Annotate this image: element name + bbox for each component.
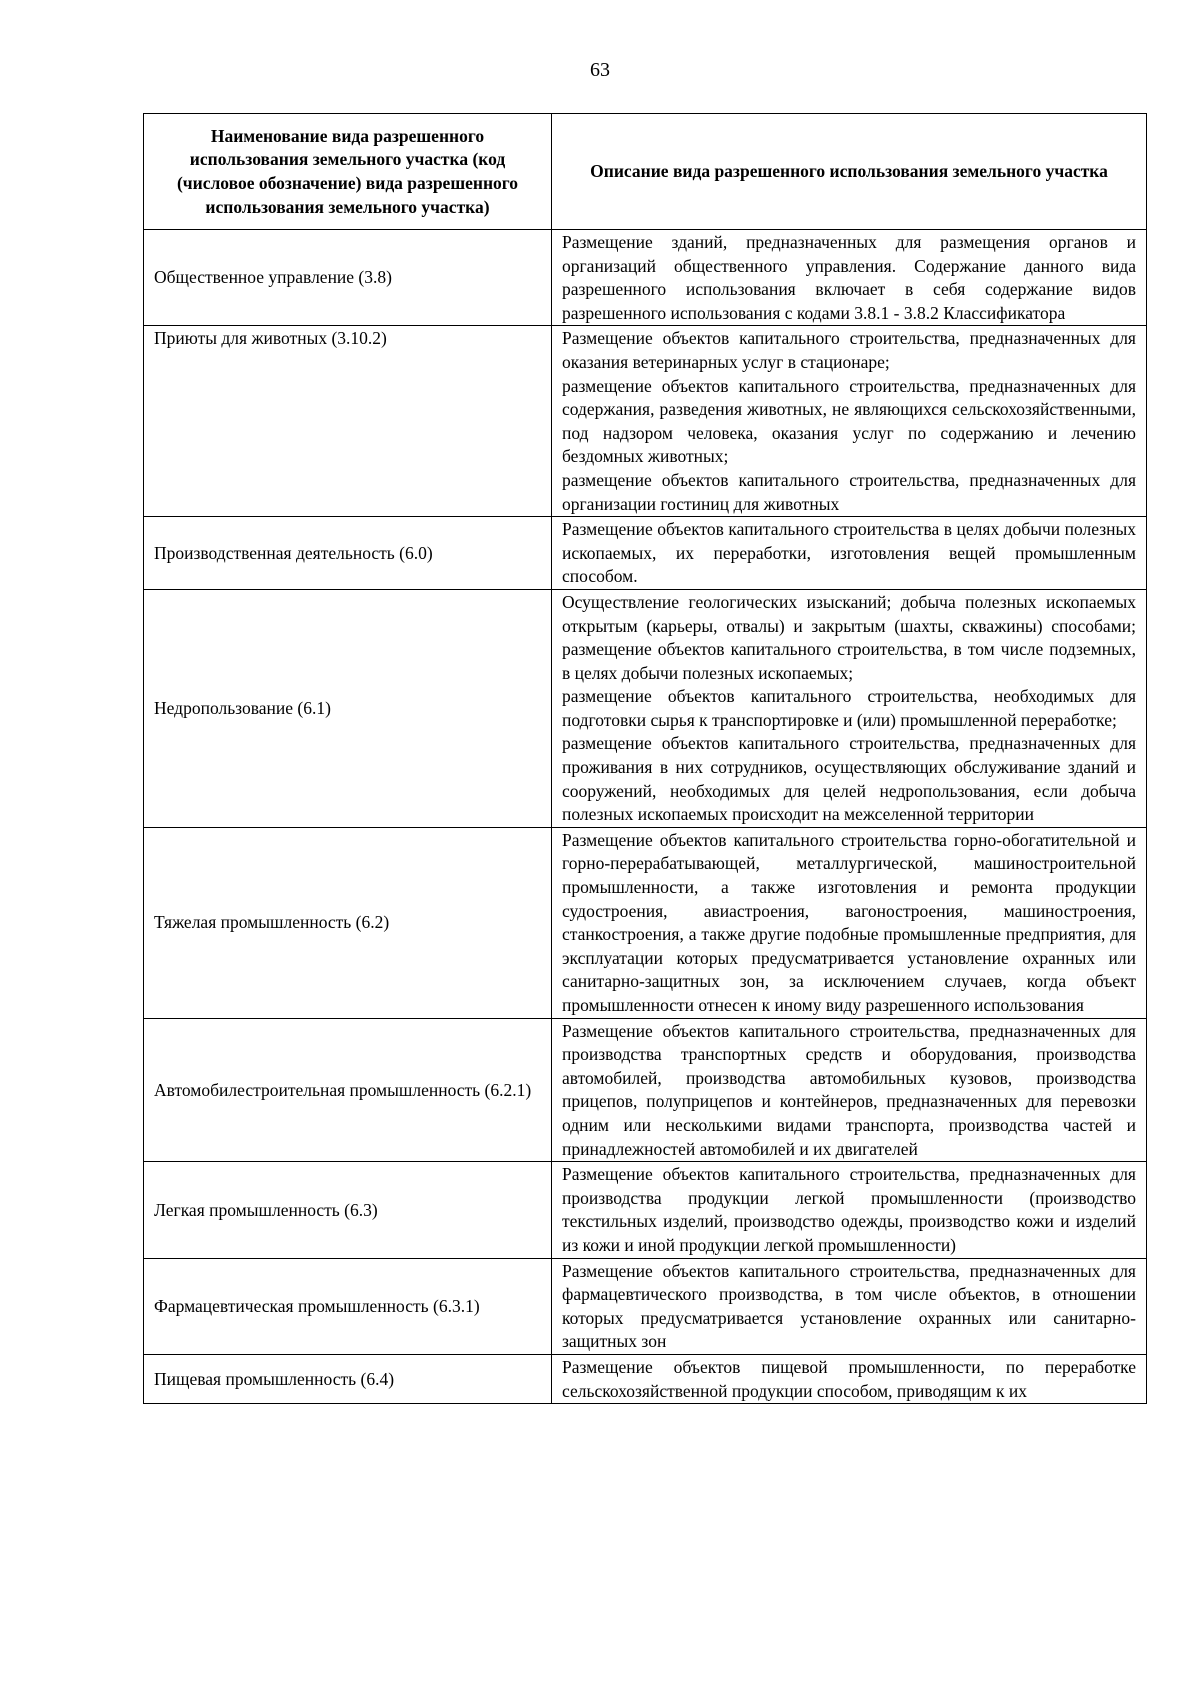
- description-paragraph: Размещение зданий, предназначенных для размещения органов и организаций общественного управления. Содержание данного вида разрешенного использования включает в себя содержание видов разрешенного использования с кодами 3.8.1 - 3.8.2 Классификатора: [562, 232, 1136, 323]
- table-row: [144, 326, 1147, 517]
- row-name: Недропользование (6.1): [144, 589, 552, 827]
- row-description: [552, 1018, 1147, 1162]
- description-paragraph: Размещение объектов пищевой промышленности, по переработке сельскохозяйственной продукции способом, приводящим к их: [562, 1356, 1136, 1401]
- row-description: [552, 326, 1147, 517]
- table-row: [144, 517, 1147, 590]
- description-paragraph: Размещение объектов капитального строительства в целях добычи полезных ископаемых, их переработки, изготовления вещей промышленным способом.: [562, 519, 1136, 587]
- table-row: [144, 1354, 1147, 1403]
- description-paragraph: размещение объектов капитального строительства, предназначенных для проживания в них сотрудников, осуществляющих обслуживание зданий и сооружений, необходимых для целей недропользования, если добыча полезных ископаемых происходит на межселенной территории: [562, 733, 1136, 825]
- row-name: Тяжелая промышленность (6.2): [144, 827, 552, 1018]
- description-paragraph: Размещение объектов капитального строительства, предназначенных для производства продукции легкой промышленности (производство текстильных изделий, производство одежды, производство кожи и изделий из кожи и иной продукции легкой промышленности): [562, 1164, 1136, 1255]
- header-name-column: Наименование вида разрешенного использования земельного участка (код (числовое обозначение) вида разрешенного использования земельного участка): [144, 114, 552, 230]
- row-name: Общественное управление (3.8): [144, 230, 552, 326]
- description-paragraph: размещение объектов капитального строительства, предназначенных для организации гостиниц для животных: [562, 469, 1136, 514]
- description-paragraph: Размещение объектов капитального строительства, предназначенных для производства транспортных средств и оборудования, производства автомобилей, производства автомобильных кузовов, производства прицепов, полуприцепов и контейнеров, предназначенных для перевозки одним или несколькими видами транспорта, производства частей и принадлежностей автомобилей и их двигателей: [562, 1020, 1136, 1159]
- row-name: Приюты для животных (3.10.2): [144, 326, 552, 517]
- table-row: [144, 230, 1147, 326]
- table-header-row: [144, 114, 1147, 230]
- description-paragraph: Размещение объектов капитального строительства горно-обогатительной и горно-перерабатывающей, металлургической, машиностроительной промышленности, а также изготовления и ремонта продукции судостроения, авиастроения, вагоностроения, машиностроения, станкостроения, а также другие подобные промышленные предприятия, для эксплуатации которых предусматривается установление охранных или санитарно-защитных зон, за исключением случаев, когда объект промышленности отнесен к иному виду разрешенного использования: [562, 829, 1136, 1015]
- land-use-table: [143, 113, 1147, 1404]
- row-name: Фармацевтическая промышленность (6.3.1): [144, 1258, 552, 1354]
- row-name: Легкая промышленность (6.3): [144, 1162, 552, 1258]
- table-row: [144, 1258, 1147, 1354]
- row-name: Производственная деятельность (6.0): [144, 517, 552, 590]
- description-paragraph: Размещение объектов капитального строительства, предназначенных для фармацевтического производства, в том числе объектов, в отношении которых предусматривается установление охранных или санитарно-защитных зон: [562, 1260, 1136, 1352]
- row-description: [552, 1354, 1147, 1403]
- table-row: [144, 827, 1147, 1018]
- description-paragraph: Осуществление геологических изысканий; добыча полезных ископаемых открытым (карьеры, отвалы) и закрытым (шахты, скважины) способами; размещение объектов капитального строительства, в том числе подземных, в целях добычи полезных ископаемых;: [562, 591, 1136, 683]
- description-paragraph: Размещение объектов капитального строительства, предназначенных для оказания ветеринарных услуг в стационаре;: [562, 328, 1136, 372]
- row-name: Пищевая промышленность (6.4): [144, 1354, 552, 1403]
- table-row: [144, 1162, 1147, 1258]
- row-description: [552, 827, 1147, 1018]
- row-description: [552, 589, 1147, 827]
- row-description: [552, 1258, 1147, 1354]
- header-description-column: Описание вида разрешенного использования земельного участка: [552, 114, 1147, 230]
- row-name: Автомобилестроительная промышленность (6.2.1): [144, 1018, 552, 1162]
- row-description: [552, 517, 1147, 590]
- row-description: [552, 230, 1147, 326]
- page-number: 63: [590, 59, 610, 81]
- description-paragraph: размещение объектов капитального строительства, необходимых для подготовки сырья к транспортировке и (или) промышленной переработке;: [562, 686, 1136, 730]
- table-row: [144, 1018, 1147, 1162]
- row-description: [552, 1162, 1147, 1258]
- table-row: [144, 589, 1147, 827]
- description-paragraph: размещение объектов капитального строительства, предназначенных для содержания, разведения животных, не являющихся сельскохозяйственными, под надзором человека, оказания услуг по содержанию и лечению бездомных животных;: [562, 375, 1136, 467]
